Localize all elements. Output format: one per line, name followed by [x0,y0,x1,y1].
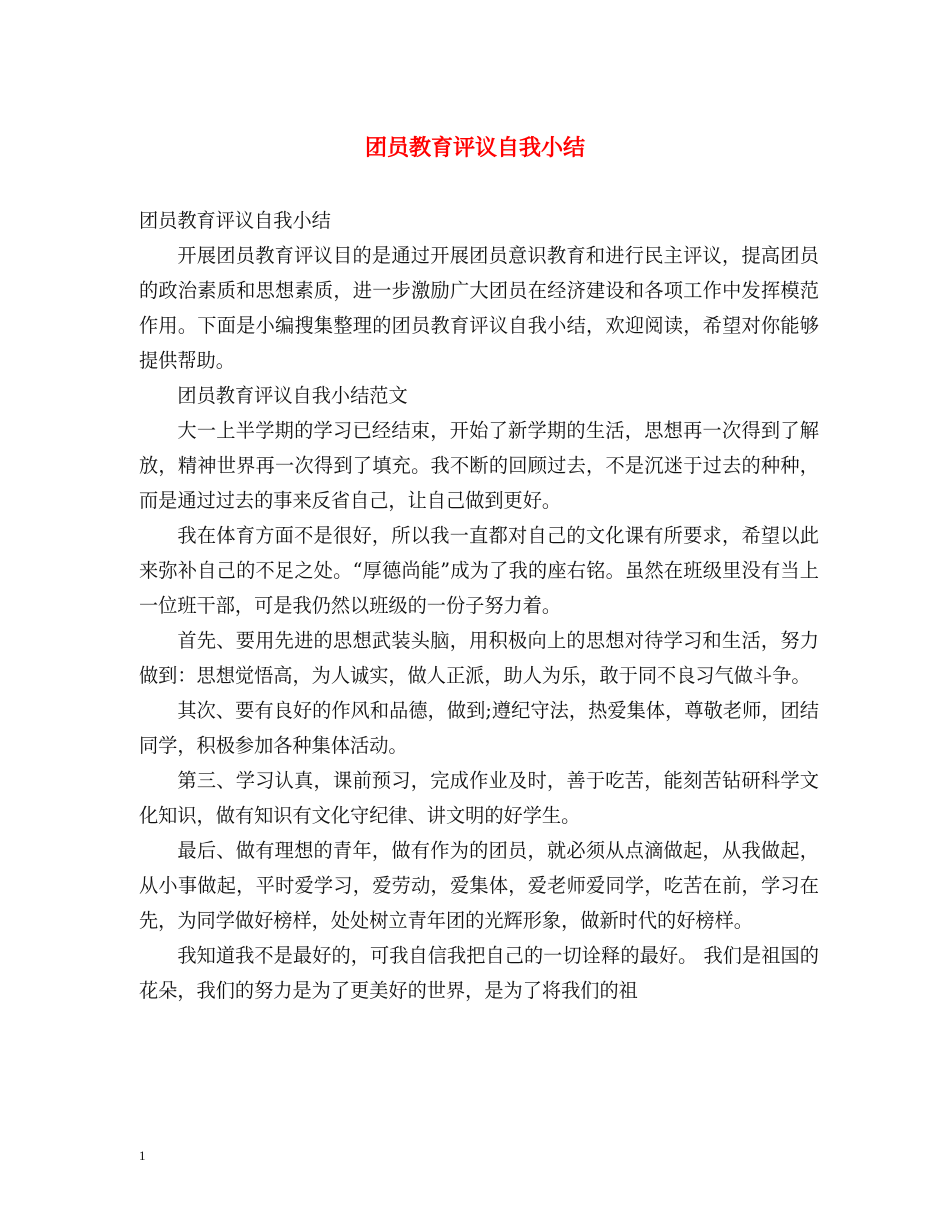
paragraph-section-heading: 团员教育评议自我小结范文 [177,384,408,407]
paragraph-body: 首先、要用先进的思想武装头脑，用积极向上的思想对待学习和生活，努力做到：思想觉悟高，为人诚实，做人正派，助人为乐，敢于同不良习气做斗争。 [139,629,819,687]
paragraph-body: 我知道我不是最好的，可我自信我把自己的一切诠释的最好。 我们是祖国的花朵，我们的努力是为了更美好的世界，是为了将我们的祖 [139,944,819,1002]
document-body [139,203,819,1008]
paragraph-body: 大一上半学期的学习已经结束，开始了新学期的生活，思想再一次得到了解放，精神世界再一次得到了填充。我不断的回顾过去，不是沉迷于过去的种种，而是通过过去的事来反省自己，让自己做到更好。 [139,419,819,512]
paragraph-body: 最后、做有理想的青年，做有作为的团员，就必须从点滴做起，从我做起，从小事做起，平时爱学习，爱劳动，爱集体，爱老师爱同学，吃苦在前，学习在先，为同学做好榜样，处处树立青年团的光辉形象，做新时代的好榜样。 [139,839,819,932]
document-title: 团员教育评议自我小结 [364,135,585,161]
paragraph-intro: 开展团员教育评议目的是通过开展团员意识教育和进行民主评议，提高团员的政治素质和思想素质，进一步激励广大团员在经济建设和各项工作中发挥模范作用。下面是小编搜集整理的团员教育评议自我小结，欢迎阅读，希望对你能够提供帮助。 [139,244,819,372]
page-number: 1 [139,1148,146,1163]
paragraph-body: 我在体育方面不是很好，所以我一直都对自己的文化课有所要求，希望以此来弥补自己的不足之处。“厚德尚能”成为了我的座右铭。虽然在班级里没有当上一位班干部，可是我仍然以班级的一份子努力着。 [139,524,819,617]
paragraph-subtitle: 团员教育评议自我小结 [139,209,331,232]
paragraph-body: 其次、要有良好的作风和品德，做到;遵纪守法，热爱集体，尊敬老师，团结同学，积极参加各种集体活动。 [139,699,819,757]
paragraph-body: 第三、学习认真，课前预习，完成作业及时，善于吃苦，能刻苦钻研科学文化知识，做有知识有文化守纪律、讲文明的好学生。 [139,769,819,827]
